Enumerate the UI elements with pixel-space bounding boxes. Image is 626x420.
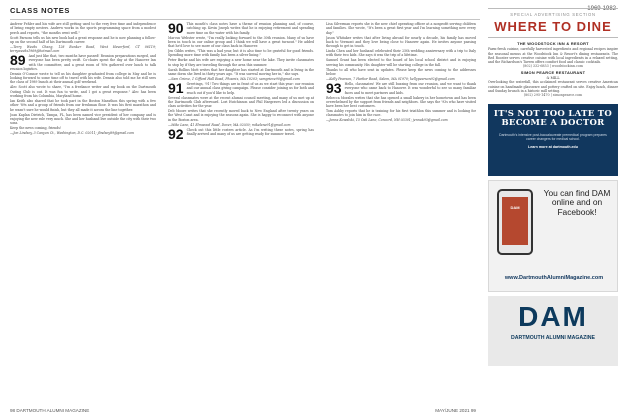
class-secretary-signoff: —Sam Grieve, 1 Gifford Hall Road, Phoenix, MA 10203; samgrieve90@gmail.com [168,76,300,81]
ad-headline: IT'S NOT TOO LATE TO BECOME A DOCTOR [493,108,613,129]
section-title: CLASS NOTES [10,6,70,15]
dam-logo: DAM [518,300,588,332]
dining-rule [488,37,618,38]
premed-ad[interactable] [488,104,618,176]
class-year-number: 91 [168,80,184,97]
ad-headline: You can find DAM online and on Facebook! [543,187,611,217]
class-year-number: 89 [10,52,26,69]
class-secretary-signoff: —Kelly Pearson, 7 Harbor Road, Salem, MA 01970; kellypearson92@gmail.com [326,76,455,81]
listing-body: Farm-fresh cuisine, carefully harvested ingredients and regional recipes inspire the seasonal menus at the Woodstock Inn & Resort's dining restaurants. The Red Rooster serves creative cuisine with local ingredients in a relaxed setting, and the Richardson's Tavern offers comfort food and classic cocktails. [488,47,618,65]
listing-title: THE WOODSTOCK INN & RESORT [517,41,589,46]
phone-screen [502,197,528,245]
note-paragraph: Tom Ashby reports that he is training for his first triathlon this summer and is looking for classmates to join him in the race. [326,109,476,118]
ad-url-link[interactable]: www.DartmouthAlumniMagazine.com [504,274,604,281]
phone-screen-logo: DAM [510,204,520,210]
class-secretary-signoff: —Jon Lindsey, 3 Canyon Ct., Washington, D.C. 02011; jlindsey89@gmail.com [10,131,135,136]
dam-online-ad[interactable] [488,180,618,292]
note-paragraph: Sarah Rollins Mott writes that her daughter has started at Dartmouth and is living in the same dorm she lived in thirty years ago. "It was surreal moving her in," she says. [168,67,314,76]
note-paragraph: Lisa Silverman reports she is the new chief operating officer at a nonprofit serving children and families. She wrote, "It's been a great first year and I'm learning something new every day." [326,22,476,35]
class-secretary-signoff: —Mike Lane, 41 Elmwood Road, Dover, MA 02030; mikelane91@gmail.com [168,122,291,127]
note-paragraph: This month's class notes have a theme of reunion planning and, of course, catching up. Kevin Joseph writes that he is enjoying retirement and spending more time on the water with his family. [186,22,314,35]
note-paragraph: Greetings, '91! Two things are in front of us as we start this year: our reunion and our annual class giving campaign. Please consider joining us for both and reach out if you'd like to help. [186,82,314,95]
class-year-number: 93 [326,80,342,97]
note-paragraph: Dennis O'Connor wrote to tell us his daughter graduated from college in May and he is looking forward to some time off to travel with his wife. Dennis also told me he still sees the class of 1989 bunch at their annual golf weekend. [10,71,156,85]
note-paragraph: Joan Kaplan Dietrich, Tampa, FL, has been named vice president of her company and is enjoying the new role very much. She and her husband live outside the city with their two sons. [10,112,156,126]
footer-right: MAY/JUNE 2021 99 [435,408,476,413]
note-paragraph: Jason Whitaker writes that after living abroad for nearly a decade, his family has moved back to Vermont and they love being close to Hanover again. He invites anyone passing through to get in touch. [326,35,476,49]
note-paragraph: And just like that, two months have passed! Reunion preparations surged, and everyone has been pretty swift. Co-chairs spent the day at the Hanover Inn with the committee, and a great room of '89s gathered over lunch to talk reunion logistics. [10,54,156,71]
note-paragraph: Several classmates were at the recent alumni council meeting, and many of us met up at the Dartmouth Club afterward. Lori Hutchinson and Phil Hargraves led a discussion on class activities for the year. [168,95,314,109]
note-paragraph: Rebecca Morales writes that she has opened a small bakery in her hometown and has been overwhelmed by the support from friends and neighbors. She says the '93s who have visited have been her best customers. [326,95,476,109]
page-footer [10,408,476,416]
note-paragraph: Alec Scott also wrote to share, "I'm a freelance writer and my book on the Dartmouth Outing Club is out. It was fun to write, and I got a great response." Alec has been working from his Columbia, Maryland home. [10,85,156,98]
listing-subtitle: & MILL [546,76,560,81]
class-year-number: 92 [168,125,184,142]
advertising-kicker: SPECIAL ADVERTISING SECTION [488,8,618,17]
note-paragraph: Hello, classmates! We are still buzzing from our reunion, and we want to thank everyone who came back to Hanover. It was wonderful to see so many familiar faces and to meet partners and kids. [344,82,476,95]
dining-listing [488,42,618,98]
listing-contact[interactable]: (802) 332-6853 | woodstockinn.com [523,64,583,69]
note-paragraph: Ian Keith also shared that he took part in the Boston Marathon this spring with a few other '89s and a group of friends from our freshman floor. It was his first marathon and he wasn't sure he would finish, but they all made it across the line together. [10,99,156,112]
class-years: 1969-1982 [587,6,616,12]
note-paragraph: Keep the news coming, friends! [10,126,62,131]
listing-contact[interactable]: (802) 295-1470 | simonpearce.com [523,93,583,98]
note-paragraph: Marcus Webster wrote, "I'm really looking forward to the 30th reunion. Many of us have been in touch in our online group and I think we will have a great turnout." He added that he'd love to see more of our class back in Hanover. [168,35,314,49]
ad-subtext: Dartmouth's intensive post-baccalaureate premedical program prepares career changers for medical school. [499,132,607,141]
class-secretary-signoff: —Terry Weeks Chang, 128 Bunker Road, West Haverford, CT 06119; terryweeks1969@hotmail.com [10,44,156,54]
header-rule [10,19,480,20]
column-2 [168,22,314,406]
phone-illustration [497,189,533,255]
dining-section-header [488,8,618,38]
class-year-number: 90 [168,22,184,36]
listing-body: Overlooking the waterfall, this acclaimed restaurant serves creative American cuisine on handmade glassware and pottery crafted on site. Enjoy lunch, dinner and Sunday brunch in a historic mill setting. [488,80,618,93]
note-paragraph: Jen Gibbs writes, "This was a bad year, but it is also time to be grateful for good friends. Spending more time with family has been a silver lining." [168,49,314,58]
note-paragraph: Thanks to all who have sent in updates. Please keep the news coming to the addresses below. [326,67,476,76]
note-paragraph: Scott Parsons tells us his new book had a great response and he is now planning a follow-up on the second half of his Dartmouth career. [10,35,156,44]
column-3 [326,22,476,406]
dam-logo-ad[interactable] [488,296,618,366]
dining-title: WHERE TO DINE [494,19,612,34]
note-paragraph: Deb Moore writes that she recently moved back to New England after twenty years on the West Coast and is enjoying the seasons again. She is happy to reconnect with anyone in the Boston area. [168,109,314,122]
sidebar [488,8,618,413]
note-paragraph: Samuel Grant has been elected to the board of his local school district and is enjoying serving his community. His daughter will be starting college in the fall. [326,58,476,67]
footer-left: 98 DARTMOUTH ALUMNI MAGAZINE [10,408,90,413]
note-paragraph: Andrew Fehler and his wife are still getting used to the very free time and independence of being empty nesters. Andrew works in the sports programming space from a modest perch and reports, "the months went well." [10,22,156,35]
magazine-name: DARTMOUTH ALUMNI MAGAZINE [511,334,595,341]
note-paragraph: Linda Chen and her husband celebrated their 25th wedding anniversary with a trip to Italy with their two kids. She says it was the trip of a lifetime. [326,49,476,58]
ad-cta-link[interactable]: Learn more at dartmouth.edu [528,145,578,150]
note-paragraph: Peter Burke and his wife are enjoying a new home near the lake. They invite classmates to stop by if they are traveling through the area this summer. [168,58,314,67]
column-1 [10,22,156,406]
listing-title: SIMON PEARCE RESTAURANT [520,69,586,75]
note-paragraph: Check out this little rosters article. As I'm writing these notes, spring has finally arrived and many of us are getting ready for summer travel. [186,127,314,136]
class-secretary-signoff: —Jenna Kowalski, 15 Oak Lane, Concord, NH 03301; jennak93@gmail.com [326,118,448,123]
